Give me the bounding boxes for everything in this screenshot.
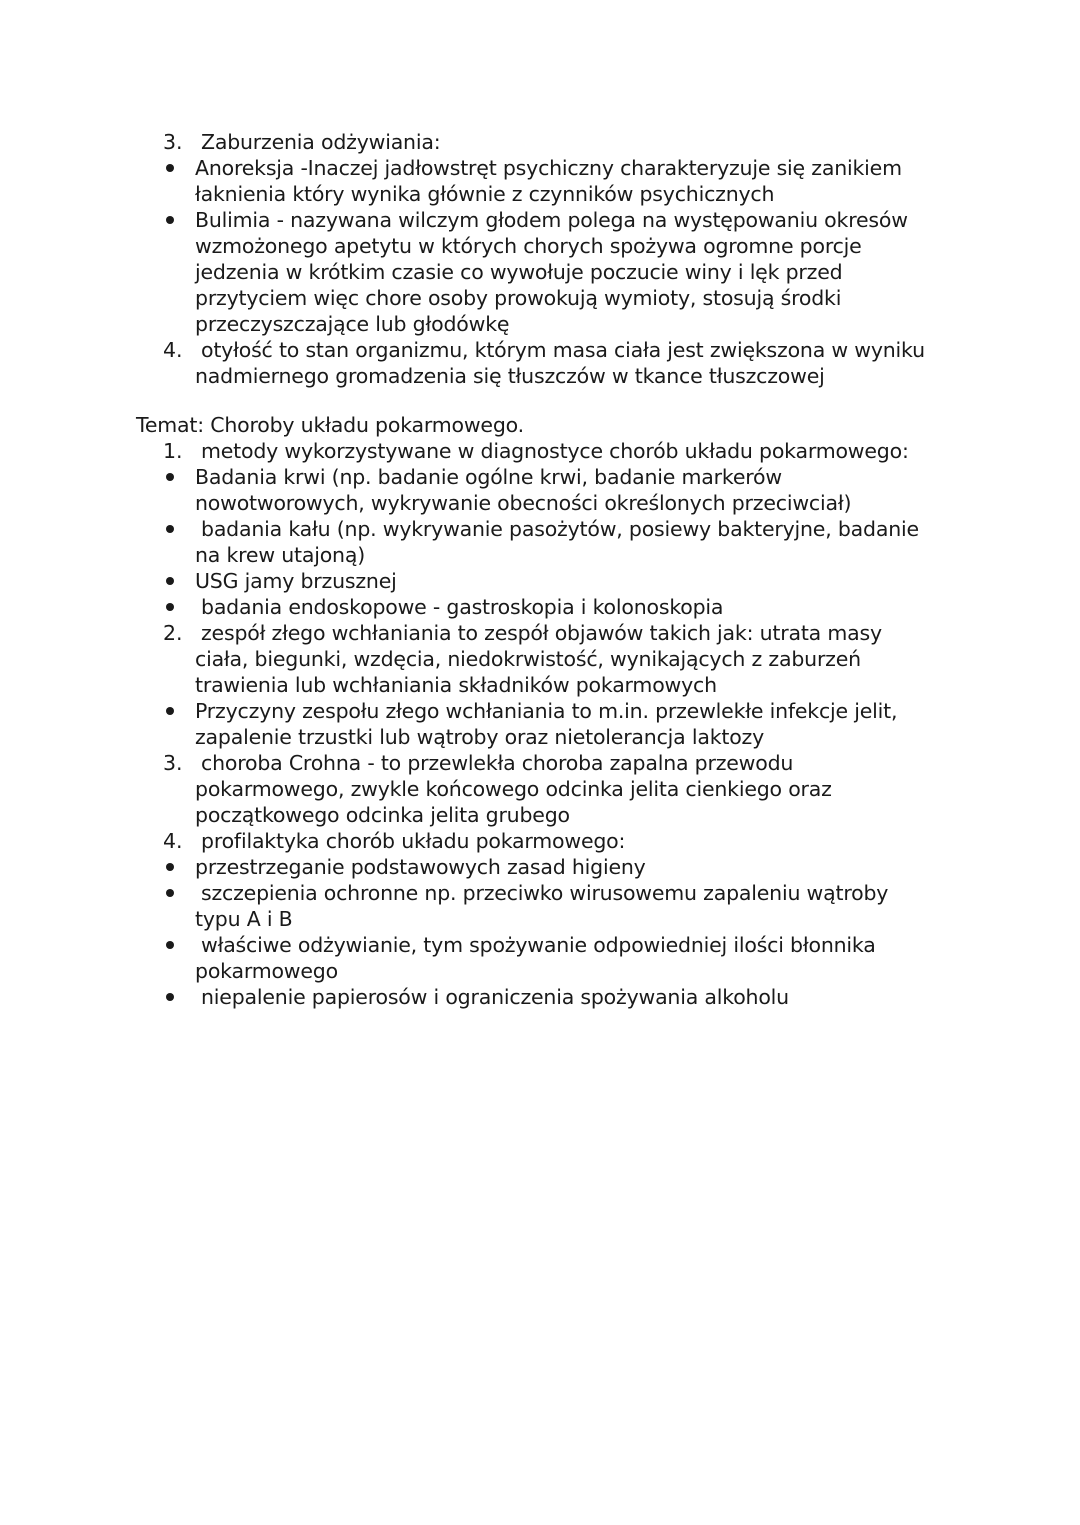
list-item-line: przytyciem więc chore osoby prowokują wymioty, stosują środki bbox=[195, 286, 842, 310]
bullet-icon bbox=[166, 577, 174, 585]
list-item-line: zespół złego wchłaniania to zespół objawów takich jak: utrata masy bbox=[201, 621, 882, 645]
list-item-line: zapalenie trzustki lub wątroby oraz nietolerancja laktozy bbox=[195, 725, 765, 749]
list-item-line: pokarmowego, zwykle końcowego odcinka jelita cienkiego oraz bbox=[195, 777, 832, 801]
bullet-icon bbox=[166, 473, 174, 481]
list-item-line: szczepienia ochronne np. przeciwko wirusowemu zapaleniu wątroby bbox=[201, 881, 889, 905]
list-item-line: USG jamy brzusznej bbox=[195, 569, 397, 593]
list-item-line: badania kału (np. wykrywanie pasożytów, posiewy bakteryjne, badanie bbox=[201, 517, 919, 541]
list-item-title: profilaktyka chorób układu pokarmowego: bbox=[201, 829, 626, 853]
list-number: 3. bbox=[163, 751, 183, 775]
list-number: 1. bbox=[163, 439, 183, 463]
bullet-icon bbox=[166, 941, 174, 949]
list-item-line: przestrzeganie podstawowych zasad higieny bbox=[195, 855, 646, 879]
bullet-icon bbox=[166, 525, 174, 533]
list-item-line: na krew utajoną) bbox=[195, 543, 365, 567]
section-heading: Temat: Choroby układu pokarmowego. bbox=[136, 413, 524, 437]
list-item-line: właściwe odżywianie, tym spożywanie odpowiedniej ilości błonnika bbox=[201, 933, 876, 957]
list-item-line: nadmiernego gromadzenia się tłuszczów w tkance tłuszczowej bbox=[195, 364, 825, 388]
list-item-line: nowotworowych, wykrywanie obecności określonych przeciwciał) bbox=[195, 491, 852, 515]
list-item-line: pokarmowego bbox=[195, 959, 338, 983]
list-item-line: przeczyszczające lub głodówkę bbox=[195, 312, 510, 336]
list-number: 3. bbox=[163, 130, 183, 154]
list-item-title: metody wykorzystywane w diagnostyce chorób układu pokarmowego: bbox=[201, 439, 909, 463]
bullet-icon bbox=[166, 707, 174, 715]
list-item-line: ciała, biegunki, wzdęcia, niedokrwistość, wynikających z zaburzeń bbox=[195, 647, 861, 671]
list-item-title: Zaburzenia odżywiania: bbox=[201, 130, 441, 154]
list-item-line: choroba Crohna - to przewlekła choroba zapalna przewodu bbox=[201, 751, 794, 775]
bullet-icon bbox=[166, 603, 174, 611]
list-item-line: niepalenie papierosów i ograniczenia spożywania alkoholu bbox=[201, 985, 789, 1009]
list-number: 4. bbox=[163, 338, 183, 362]
bullet-icon bbox=[166, 164, 174, 172]
bullet-icon bbox=[166, 863, 174, 871]
list-item-line: jedzenia w krótkim czasie co wywołuje poczucie winy i lęk przed bbox=[195, 260, 843, 284]
list-item-line: trawienia lub wchłaniania składników pokarmowych bbox=[195, 673, 717, 697]
list-item-line: łaknienia który wynika głównie z czynników psychicznych bbox=[195, 182, 775, 206]
bullet-icon bbox=[166, 889, 174, 897]
list-item-line: typu A i B bbox=[195, 907, 293, 931]
list-item-line: Przyczyny zespołu złego wchłaniania to m.in. przewlekłe infekcje jelit, bbox=[195, 699, 898, 723]
list-number: 4. bbox=[163, 829, 183, 853]
list-item-line: Bulimia - nazywana wilczym głodem polega na występowaniu okresów bbox=[195, 208, 908, 232]
list-item-line: początkowego odcinka jelita grubego bbox=[195, 803, 570, 827]
list-item-line: Badania krwi (np. badanie ogólne krwi, badanie markerów bbox=[195, 465, 782, 489]
list-item-line: Anoreksja -Inaczej jadłowstręt psychiczny charakteryzuje się zanikiem bbox=[195, 156, 902, 180]
list-number: 2. bbox=[163, 621, 183, 645]
bullet-icon bbox=[166, 216, 174, 224]
list-item-line: badania endoskopowe - gastroskopia i kolonoskopia bbox=[201, 595, 724, 619]
list-item-line: wzmożonego apetytu w których chorych spożywa ogromne porcje bbox=[195, 234, 862, 258]
list-item-line: otyłość to stan organizmu, którym masa ciała jest zwiększona w wyniku bbox=[201, 338, 925, 362]
bullet-icon bbox=[166, 993, 174, 1001]
